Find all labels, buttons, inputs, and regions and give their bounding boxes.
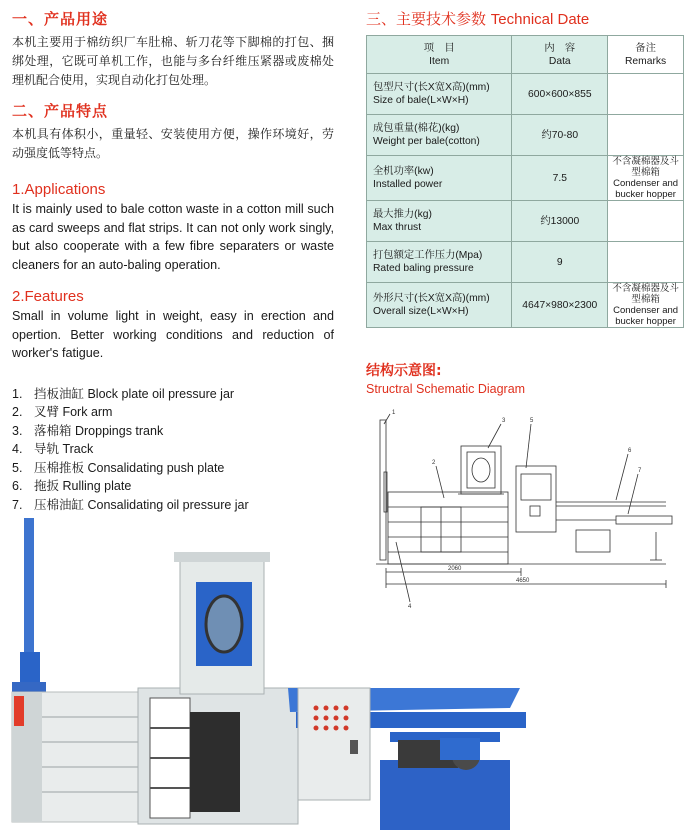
- machine-photo: [0, 512, 530, 840]
- list-item: 5. 压棉推板 Consalidating push plate: [12, 460, 225, 475]
- callout-7: 7: [638, 468, 642, 474]
- list-item: 2. 叉臂 Fork arm: [12, 405, 113, 419]
- pump-base-shape: [380, 760, 510, 830]
- oil-jar-shape: [616, 516, 672, 524]
- callout-3: 3: [502, 418, 506, 424]
- dimension-inner: 2060: [448, 566, 462, 572]
- list-item: 4. 导轨 Track: [12, 442, 94, 456]
- applications-text: It is mainly used to bale cotton waste in a cotton mill such as card sweeps and flat strips. It can not only work singly, but also cooperate with a few fibre separaters or waste cleaners for an auto-baling operation.: [12, 202, 334, 272]
- list-item: 6. 拖扳 Rulling plate: [12, 479, 132, 493]
- applications-title: 1.Applications: [12, 181, 106, 198]
- list-item: 3. 落棉箱 Droppings trank: [12, 423, 164, 438]
- left-column: [12, 8, 334, 514]
- dimension-outer: 4650: [516, 578, 530, 584]
- specs-table: [366, 35, 684, 328]
- specs-title: 三、主要技术参数 Technical Date: [366, 10, 590, 28]
- features-cn-text: 本机具有体积小，重量轻、安装使用方便，操作环境好，劳动强度低等特点。: [12, 127, 334, 160]
- table-row: 包型尺寸(长X宽X高)(mm) Size of bale(L×W×H) 600×600×855: [367, 74, 684, 115]
- list-item: 7. 压棉油缸 Consalidating oil pressure jar: [12, 497, 249, 512]
- callout-6: 6: [628, 448, 632, 454]
- features-title: 2.Features: [12, 288, 84, 305]
- usage-cn-title: 一、产品用途: [12, 10, 109, 28]
- list-item: 1. 挡板油缸 Block plate oil pressure jar: [12, 386, 235, 401]
- parts-list: [12, 385, 334, 515]
- features-cn-title: 二、产品特点: [12, 102, 109, 120]
- callout-4: 4: [408, 604, 412, 610]
- table-row: 最大推力(kg) Max thrust 约13000: [367, 201, 684, 242]
- table-row: 打包额定工作压力(Mpa) Rated baling pressure 9: [367, 242, 684, 283]
- callout-1: 1: [392, 410, 396, 416]
- right-column: [366, 8, 684, 396]
- table-header-row: 项 目 Item 内 容 Data 备注 Remarks: [367, 36, 684, 74]
- schematic-title: 结构示意图: Structral Schematic Diagram: [366, 363, 526, 396]
- control-panel-shape: [298, 688, 370, 800]
- table-row: 成包重量(棉花)(kg) Weight per bale(cotton) 约70-80: [367, 115, 684, 156]
- callout-5: 5: [530, 418, 534, 424]
- callout-2: 2: [432, 460, 436, 466]
- usage-cn-text: 本机主要用于棉纺织厂车肚棉、斩刀花等下脚棉的打包、捆绑处理，它既可单机工作，也能与多台纤维压紧器或废棉处理机配合使用，实现自动化打包处理。: [12, 35, 334, 87]
- table-row: 外形尺寸(长X宽X高)(mm) Overall size(L×W×H) 4647×980×2300 不含凝棉器及斗型棉箱 Condenser and bucker hopper: [367, 283, 684, 328]
- table-row: 全机功率(kw) Installed power 7.5 不含凝棉器及斗型棉箱 Condenser and bucker hopper: [367, 156, 684, 201]
- features-text: Small in volume light in weight, easy in erection and opertion. Better working conditions and reduction of worker's fatigue.: [12, 309, 334, 360]
